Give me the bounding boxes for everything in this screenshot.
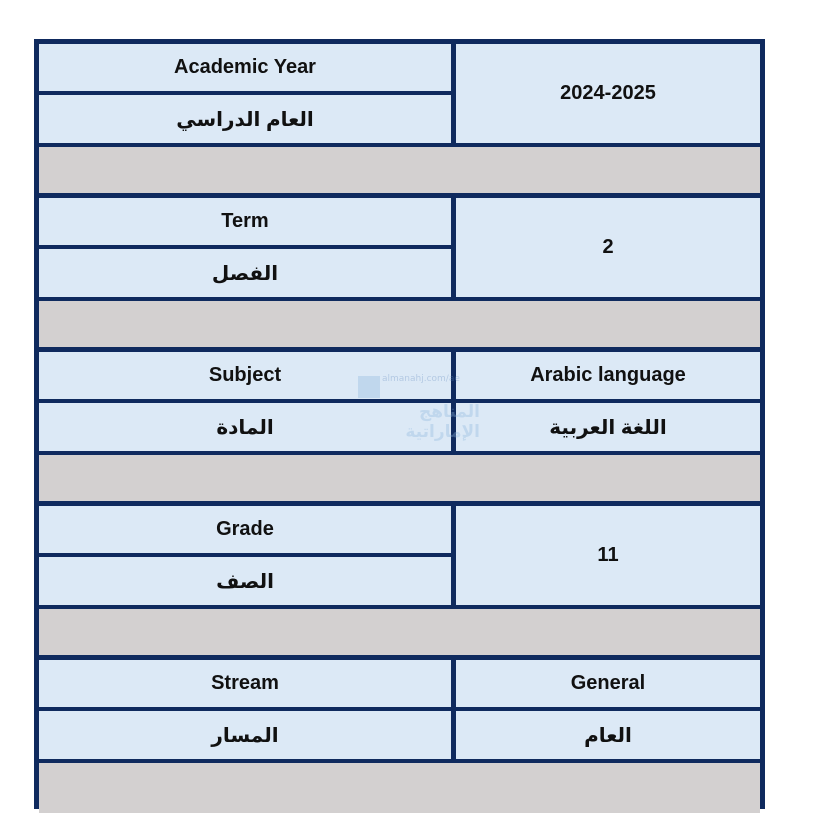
row-separator [39, 609, 760, 655]
grade-label-ar: الصف [39, 557, 451, 605]
stream-value-en: General [456, 660, 760, 707]
watermark-url: almanahj.com/ae [382, 374, 460, 384]
grade-value: 11 [456, 506, 760, 605]
subject-label-en: Subject [39, 352, 451, 399]
info-table [34, 39, 765, 809]
term-label-en: Term [39, 198, 451, 245]
grade-label-en: Grade [39, 506, 451, 553]
academic-year-label-en: Academic Year [39, 44, 451, 91]
row-separator [39, 301, 760, 347]
subject-label-ar: المادة [39, 403, 451, 451]
row-separator [39, 147, 760, 193]
subject-value-en: Arabic language [456, 352, 760, 399]
academic-year-value: 2024-2025 [456, 44, 760, 143]
term-value: 2 [456, 198, 760, 297]
stream-label-ar: المسار [39, 711, 451, 759]
subject-value-ar: اللغة العربية [456, 403, 760, 451]
stream-label-en: Stream [39, 660, 451, 707]
stream-value-ar: العام [456, 711, 760, 759]
row-separator [39, 763, 760, 813]
term-label-ar: الفصل [39, 249, 451, 297]
watermark-text: المناهج الإماراتية [405, 402, 480, 442]
row-separator [39, 455, 760, 501]
academic-year-label-ar: العام الدراسي [39, 95, 451, 143]
